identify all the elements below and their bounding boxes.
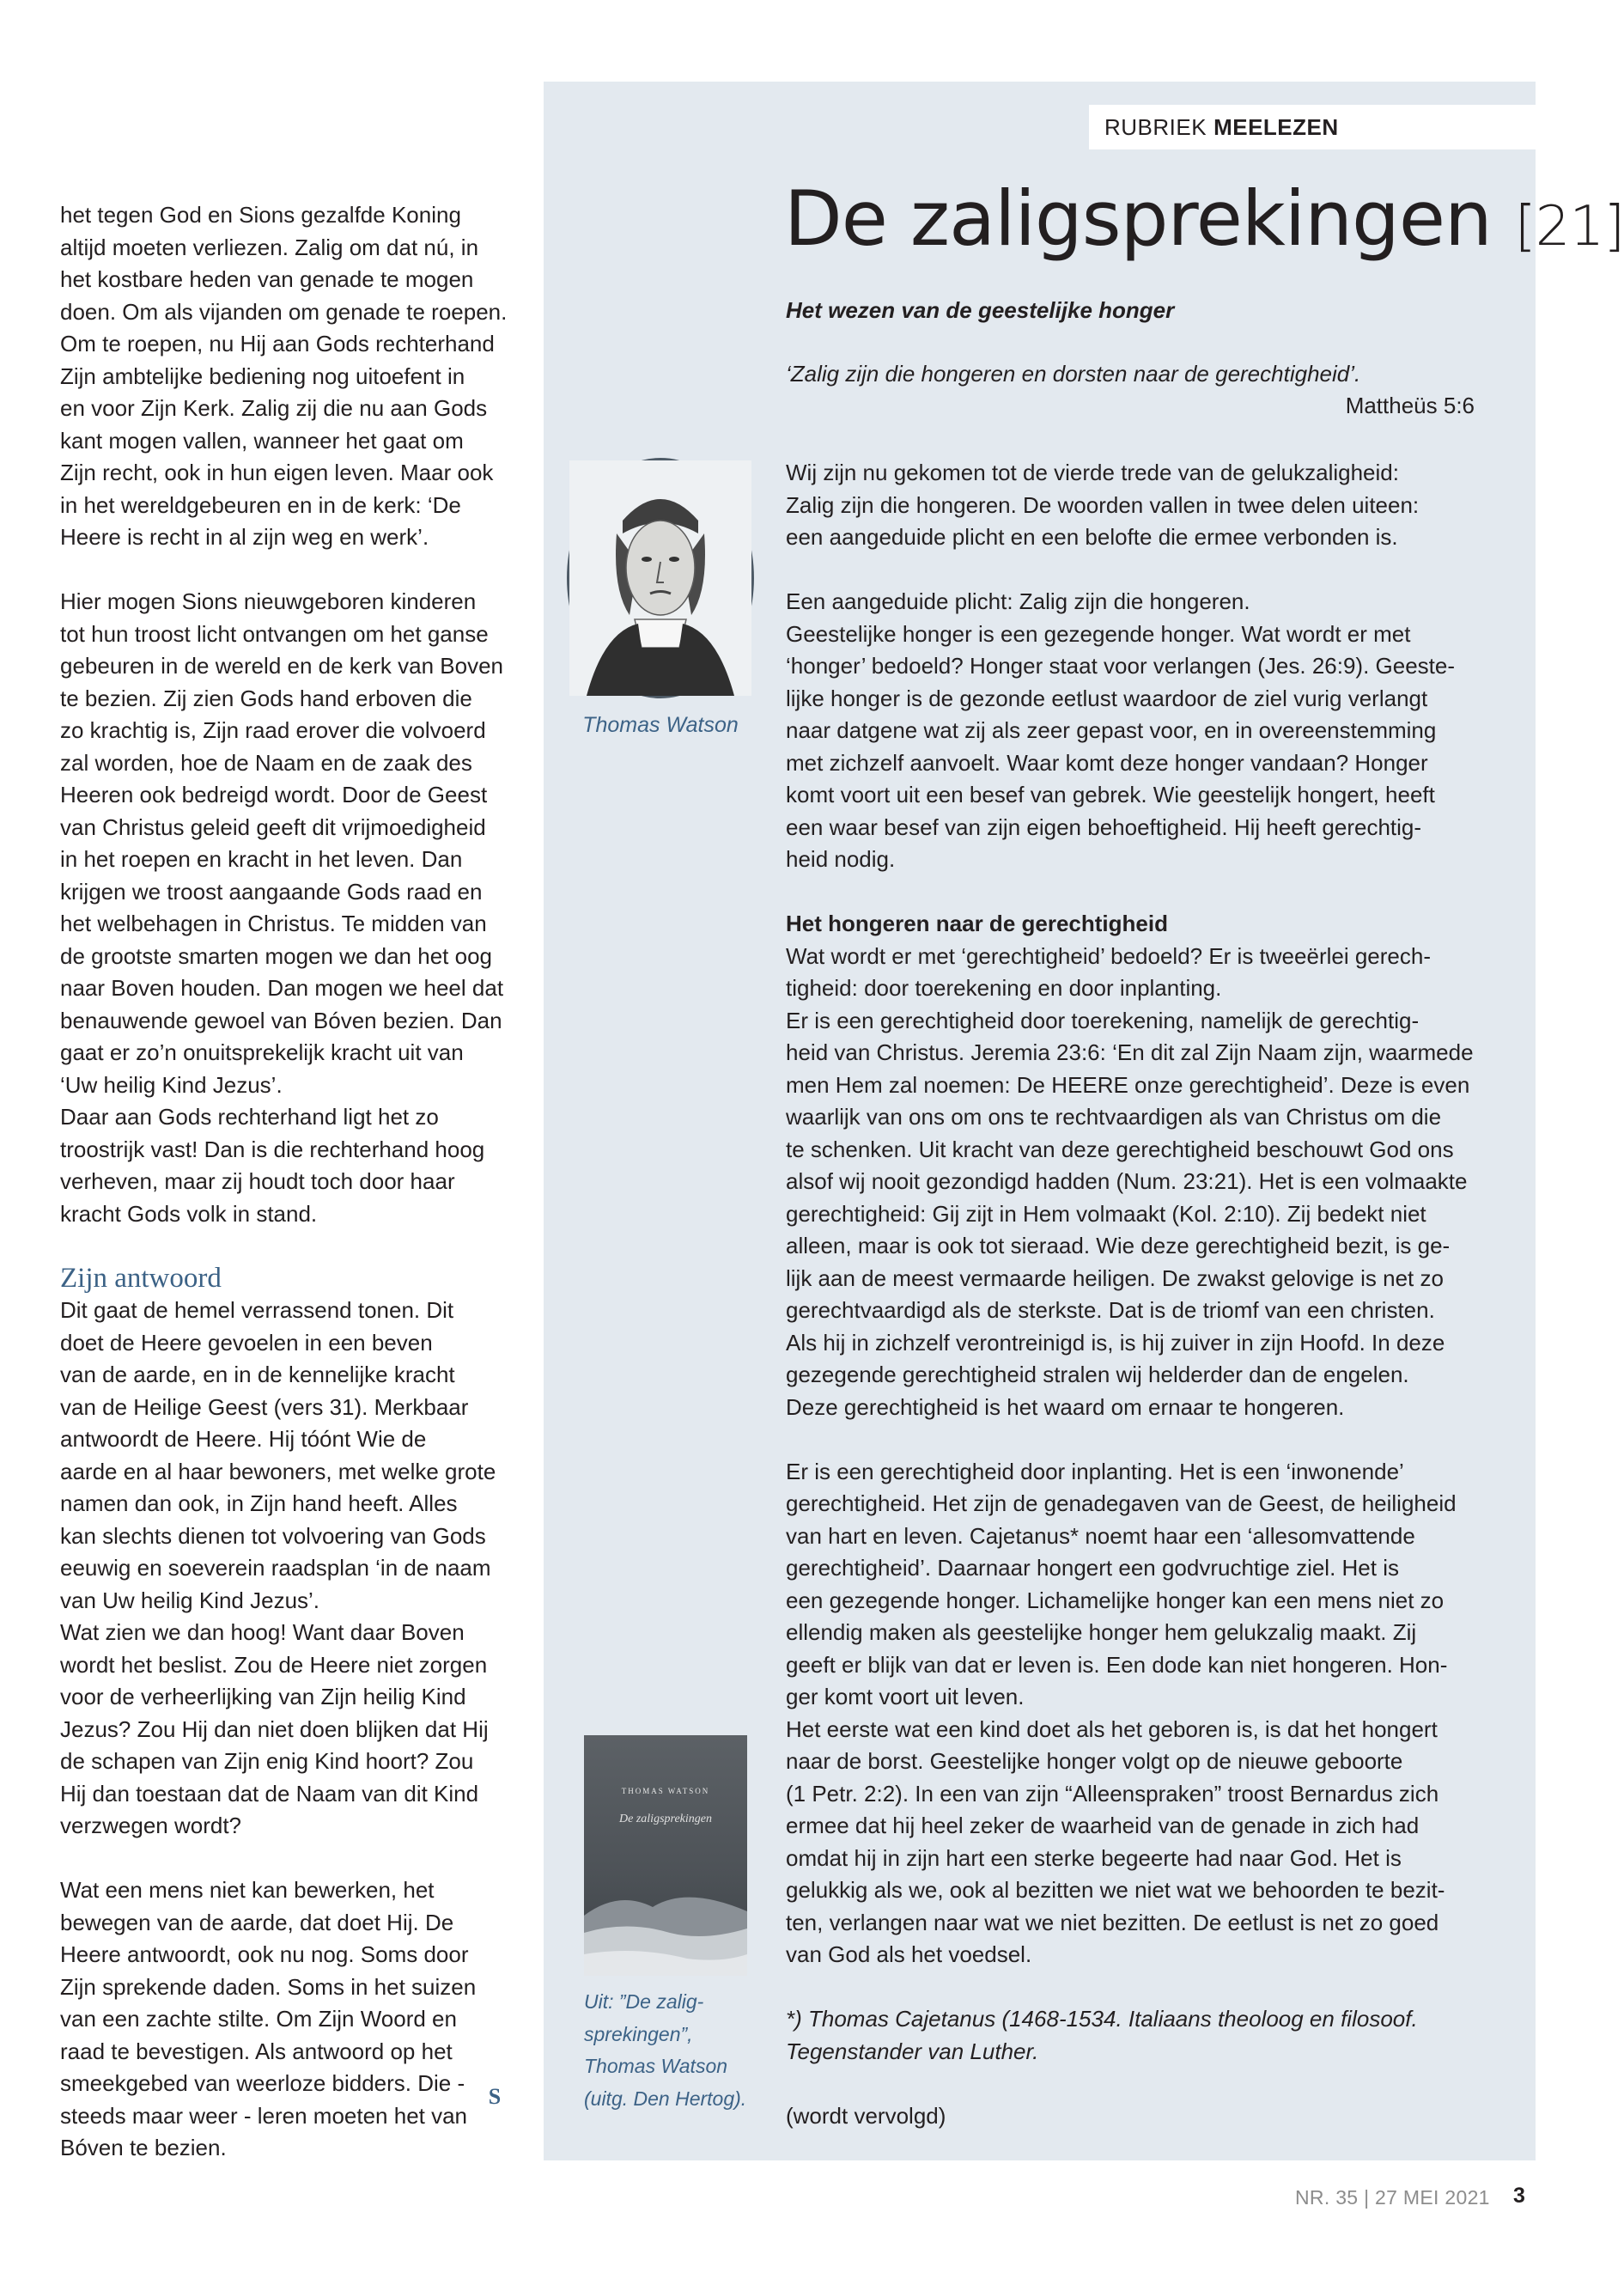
text-line: ermee dat hij heel zeker de waarheid van de genade in zich had bbox=[786, 1813, 1420, 1838]
right-paragraph-1 bbox=[786, 457, 1490, 554]
text-line: sprekingen”, bbox=[584, 2022, 693, 2045]
page-number: 3 bbox=[1513, 2184, 1525, 2208]
text-line: met zichzelf aanvoelt. Waar komt deze honger vandaan? Honger bbox=[786, 749, 1428, 776]
text-line: Geestelijke honger is een gezegende honger. Wat wordt er met bbox=[786, 620, 1411, 647]
text-line: van Uw heilig Kind Jezus’. bbox=[60, 1587, 320, 1613]
text-line: gebeuren in de wereld en de kerk van Boven bbox=[60, 653, 504, 679]
text-line: tigheid: door toerekening en door inplanting. bbox=[786, 975, 1222, 1001]
text-line: Wat zien we dan hoog! Want daar Boven bbox=[60, 1619, 465, 1645]
text-line: van God als het voedsel. bbox=[786, 1941, 1032, 1967]
article-title bbox=[784, 172, 1624, 274]
text-line: komt voort uit een besef van gebrek. Wie geestelijk hongert, heeft bbox=[786, 782, 1435, 807]
left-paragraph-4 bbox=[60, 1874, 515, 2165]
text-line: ten, verlangen naar wat we niet bezitten. De eetlust is net zo goed bbox=[786, 1909, 1439, 1935]
text-line: omdat hij in zijn hart een sterke begeerte had naar God. Het is bbox=[786, 1844, 1402, 1871]
text-line: eeuwig en soeverein raadsplan ‘in de naam bbox=[60, 1555, 491, 1581]
portrait-engraving bbox=[569, 460, 751, 696]
left-paragraph-1 bbox=[60, 199, 515, 554]
text-line: Daar aan Gods rechterhand ligt het zo bbox=[60, 1104, 439, 1130]
section-heading-gerechtigheid: Het hongeren naar de gerechtigheid bbox=[786, 911, 1168, 936]
text-line: Wat een mens niet kan bewerken, het bbox=[60, 1877, 435, 1903]
text-line: men Hem zal noemen: De HEERE onze gerechtigheid’. Deze is even bbox=[786, 1071, 1470, 1098]
text-line: gezegende gerechtigheid stralen wij helderder dan de engelen. bbox=[786, 1362, 1409, 1387]
text-line: waarlijk van ons om ons te rechtvaardigen als van Christus om die bbox=[786, 1104, 1442, 1130]
left-paragraph-2 bbox=[60, 586, 515, 1230]
rubric-prefix: RUBRIEK bbox=[1104, 114, 1207, 140]
text-line: Thomas Watson bbox=[584, 2055, 728, 2077]
text-line: Wij zijn nu gekomen tot de vierde trede van de gelukzaligheid: bbox=[786, 460, 1399, 485]
text-line: Heere is recht in al zijn weg en werk’. bbox=[60, 524, 429, 550]
text-line: namen dan ook, in Zijn hand heeft. Alles bbox=[60, 1490, 458, 1516]
text-line: verheven, maar zij houdt toch door haar bbox=[60, 1168, 455, 1194]
text-line: gerechtigheid: Gij zijt in Hem volmaakt (Kol. 2:10). Zij bedekt niet bbox=[786, 1200, 1426, 1227]
text-line: Bóven te bezien. bbox=[60, 2135, 227, 2160]
text-line: gerechtigheid’. Daarnaar hongert een godvruchtige ziel. Het is bbox=[786, 1555, 1399, 1581]
left-paragraph-3 bbox=[60, 1295, 515, 1843]
text-line: heid van Christus. Jeremia 23:6: ‘En dit zal Zijn Naam zijn, waarmede bbox=[786, 1039, 1474, 1065]
text-line: een gezegende honger. Lichamelijke honger kan een mens niet zo bbox=[786, 1587, 1445, 1613]
text-line: naar de borst. Geestelijke honger volgt op de nieuwe geboorte bbox=[786, 1748, 1403, 1774]
article-title-text: De zaligsprekingen bbox=[784, 174, 1492, 263]
text-line: steeds maar weer - leren moeten het van bbox=[60, 2102, 468, 2129]
text-line: Hier mogen Sions nieuwgeboren kinderen bbox=[60, 588, 477, 614]
text-line: aarde en al haar bewoners, met welke grote bbox=[60, 1458, 496, 1484]
bible-quote-reference: Mattheüs 5:6 bbox=[1345, 393, 1475, 418]
text-line: Een aangeduide plicht: Zalig zijn die hongeren. bbox=[786, 588, 1250, 614]
text-line: te schenken. Uit kracht van deze gerechtigheid beschouwt God ons bbox=[786, 1136, 1454, 1162]
text-line: (1 Petr. 2:2). In een van zijn “Alleenspraken” troost Bernardus zich bbox=[786, 1780, 1439, 1807]
section-heading-zijn-antwoord: Zijn antwoord bbox=[60, 1262, 222, 1294]
book-cover-author: THOMAS WATSON bbox=[621, 1787, 710, 1795]
text-line: bewegen van de aarde, dat doet Hij. De bbox=[60, 1909, 454, 1935]
text-line: van hart en leven. Cajetanus* noemt haar een ‘allesomvattende bbox=[786, 1522, 1415, 1549]
text-line: Zijn recht, ook in hun eigen leven. Maar ook bbox=[60, 460, 494, 485]
text-line: troostrijk vast! Dan is die rechterhand hoog bbox=[60, 1136, 485, 1162]
text-line: lijke honger is de gezonde eetlust waardoor de ziel vurig verlangt bbox=[786, 685, 1428, 711]
text-line: Er is een gerechtigheid door toerekening, namelijk de gerechtig- bbox=[786, 1007, 1420, 1033]
text-line: Uit: ”De zalig- bbox=[584, 1990, 704, 2013]
text-line: wordt het beslist. Zou de Heere niet zorgen bbox=[60, 1651, 488, 1678]
footer-issue: NR. 35 | 27 MEI 2021 bbox=[1295, 2186, 1490, 2209]
text-line: naar datgene wat zij als zeer gepast voor, en in overeenstemming bbox=[786, 717, 1437, 743]
text-line: benauwende gewoel van Bóven bezien. Dan bbox=[60, 1007, 502, 1033]
text-line: in het roepen en kracht in het leven. Dan bbox=[60, 846, 463, 872]
text-line: het welbehagen in Christus. Te midden van bbox=[60, 911, 487, 936]
text-line: gelukkig als we, ook al bezitten we niet wat we behoorden te bezit- bbox=[786, 1877, 1445, 1903]
text-line: zo krachtig is, Zijn raad erover die volvoerd bbox=[60, 717, 486, 743]
text-line: Zijn ambtelijke bediening nog uitoefent in bbox=[60, 363, 465, 389]
text-line: Hij dan toestaan dat de Naam van dit Kind bbox=[60, 1780, 479, 1807]
rubric-name: MEELEZEN bbox=[1213, 114, 1339, 140]
text-line: Jezus? Zou Hij dan niet doen blijken dat Hij bbox=[60, 1715, 489, 1742]
text-line: Het eerste wat een kind doet als het geboren is, is dat het hongert bbox=[786, 1715, 1438, 1742]
text-line: van de aarde, en in de kennelijke kracht bbox=[60, 1362, 455, 1387]
text-line: heid nodig. bbox=[786, 846, 896, 872]
text-line: gerechtvaardigd als de sterkste. Dat is de triomf van een christen. bbox=[786, 1297, 1435, 1323]
text-line: Zijn sprekende daden. Soms in het suizen bbox=[60, 1973, 477, 2000]
text-line: naar Boven houden. Dan mogen we heel dat bbox=[60, 975, 504, 1001]
text-line: ‘Uw heilig Kind Jezus’. bbox=[60, 1071, 283, 1098]
bible-quote: ‘Zalig zijn die hongeren en dorsten naar de gerechtigheid’. bbox=[786, 361, 1361, 387]
book-cover-landscape bbox=[584, 1881, 747, 1976]
book-caption bbox=[584, 1986, 773, 2115]
portrait-caption: Thomas Watson bbox=[582, 713, 739, 737]
book-cover-title: De zaligsprekingen bbox=[619, 1813, 712, 1825]
text-line: Deze gerechtigheid is het waard om ernaar te hongeren. bbox=[786, 1393, 1345, 1420]
text-line: gaat er zo’n onuitsprekelijk kracht uit van bbox=[60, 1039, 464, 1065]
text-line: altijd moeten verliezen. Zalig om dat nú, in bbox=[60, 234, 479, 260]
text-line: smeekgebed van weerloze bidders. Die - bbox=[60, 2070, 465, 2096]
text-line: het tegen God en Sions gezalfde Koning bbox=[60, 202, 461, 228]
right-paragraph-4 bbox=[786, 1456, 1490, 1971]
rubric-label bbox=[1089, 105, 1536, 149]
text-line: geeft er blijk van dat er leven is. Een dode kan niet hongeren. Hon- bbox=[786, 1651, 1448, 1678]
text-line: de schapen van Zijn enig Kind hoort? Zou bbox=[60, 1748, 474, 1774]
text-line: van Christus geleid geeft dit vrijmoedigheid bbox=[60, 813, 486, 840]
text-line: Heere antwoordt, ook nu nog. Soms door bbox=[60, 1941, 469, 1967]
footnote bbox=[786, 2003, 1490, 2068]
end-mark-icon: S bbox=[488, 2084, 502, 2109]
text-line: alsof wij nooit gezondigd hadden (Num. 23:21). Het is een volmaakte bbox=[786, 1168, 1468, 1194]
text-line: Er is een gerechtigheid door inplanting. Het is een ‘inwonende’ bbox=[786, 1458, 1404, 1484]
left-column bbox=[60, 199, 515, 2165]
text-line: krijgen we troost aangaande Gods raad en bbox=[60, 878, 483, 905]
text-line: *) Thomas Cajetanus (1468-1534. Italiaans theoloog en filosoof. bbox=[786, 2006, 1418, 2032]
text-line: het kostbare heden van genade te mogen bbox=[60, 266, 474, 292]
text-line: tot hun troost licht ontvangen om het ganse bbox=[60, 620, 489, 647]
text-line: doet de Heere gevoelen in een beven bbox=[60, 1329, 433, 1356]
text-line: Wat wordt er met ‘gerechtigheid’ bedoeld? Er is tweeërlei gerech- bbox=[786, 942, 1431, 969]
text-line: Heeren ook bedreigd wordt. Door de Geest bbox=[60, 782, 488, 807]
text-line: ‘honger’ bedoeld? Honger staat voor verlangen (Jes. 26:9). Geeste- bbox=[786, 653, 1456, 679]
text-line: alleen, maar is ook tot sieraad. Wie deze gerechtigheid bezit, is ge- bbox=[786, 1233, 1451, 1258]
text-line: gerechtigheid. Het zijn de genadegaven van de Geest, de heiligheid bbox=[786, 1490, 1457, 1516]
text-line: een waar besef van zijn eigen behoeftigheid. Hij heeft gerechtig- bbox=[786, 813, 1422, 840]
article-subtitle: Het wezen van de geestelijke honger bbox=[786, 297, 1175, 323]
text-line: lijk aan de meest vermaarde heiligen. De zwakst gelovige is net zo bbox=[786, 1264, 1444, 1291]
text-line: de grootste smarten mogen we dan het oog bbox=[60, 942, 492, 969]
text-line: Als hij in zichzelf verontreinigd is, is hij zuiver in zijn Hoofd. In deze bbox=[786, 1329, 1445, 1356]
text-line: van de Heilige Geest (vers 31). Merkbaar bbox=[60, 1393, 469, 1420]
text-line: ger komt voort uit leven. bbox=[786, 1684, 1025, 1709]
text-line: antwoordt de Heere. Hij tóónt Wie de bbox=[60, 1426, 427, 1452]
text-line: Zalig zijn die hongeren. De woorden vallen in twee delen uiteen: bbox=[786, 491, 1420, 518]
text-line: van een zachte stilte. Om Zijn Woord en bbox=[60, 2006, 457, 2032]
text-line: kan slechts dienen tot volvoering van Gods bbox=[60, 1522, 486, 1549]
text-line: doen. Om als vijanden om genade te roepen. bbox=[60, 298, 508, 325]
portrait-image bbox=[567, 458, 754, 698]
text-line: Om te roepen, nu Hij aan Gods rechterhand bbox=[60, 331, 495, 356]
text-line: ellendig maken als geestelijke honger hem gelukzalig maakt. Zij bbox=[786, 1619, 1417, 1645]
text-line: Dit gaat de hemel verrassend tonen. Dit bbox=[60, 1297, 454, 1323]
text-line: een aangeduide plicht en een belofte die ermee verbonden is. bbox=[786, 524, 1398, 550]
text-line: verzwegen wordt? bbox=[60, 1813, 241, 1838]
text-line: te bezien. Zij zien Gods hand erboven die bbox=[60, 685, 472, 711]
right-paragraph-2 bbox=[786, 586, 1490, 876]
article-title-number: [21] bbox=[1514, 195, 1624, 259]
text-line: Tegenstander van Luther. bbox=[786, 2038, 1039, 2064]
article-body bbox=[786, 457, 1490, 2132]
text-line: en voor Zijn Kerk. Zalig zij die nu aan Gods bbox=[60, 395, 488, 421]
book-cover-image bbox=[584, 1735, 747, 1976]
text-line: kracht Gods volk in stand. bbox=[60, 1200, 318, 1227]
text-line: in het wereldgebeuren en in de kerk: ‘De bbox=[60, 491, 461, 518]
text-line: zal worden, hoe de Naam en de zaak des bbox=[60, 749, 472, 776]
text-line: kant mogen vallen, wanneer het gaat om bbox=[60, 427, 464, 454]
right-paragraph-3 bbox=[786, 941, 1490, 1424]
text-line: voor de verheerlijking van Zijn heilig Kind bbox=[60, 1684, 466, 1709]
continued-note: (wordt vervolgd) bbox=[786, 2102, 946, 2129]
text-line: (uitg. Den Hertog). bbox=[584, 2087, 747, 2110]
text-line: raad te bevestigen. Als antwoord op het bbox=[60, 2038, 453, 2064]
